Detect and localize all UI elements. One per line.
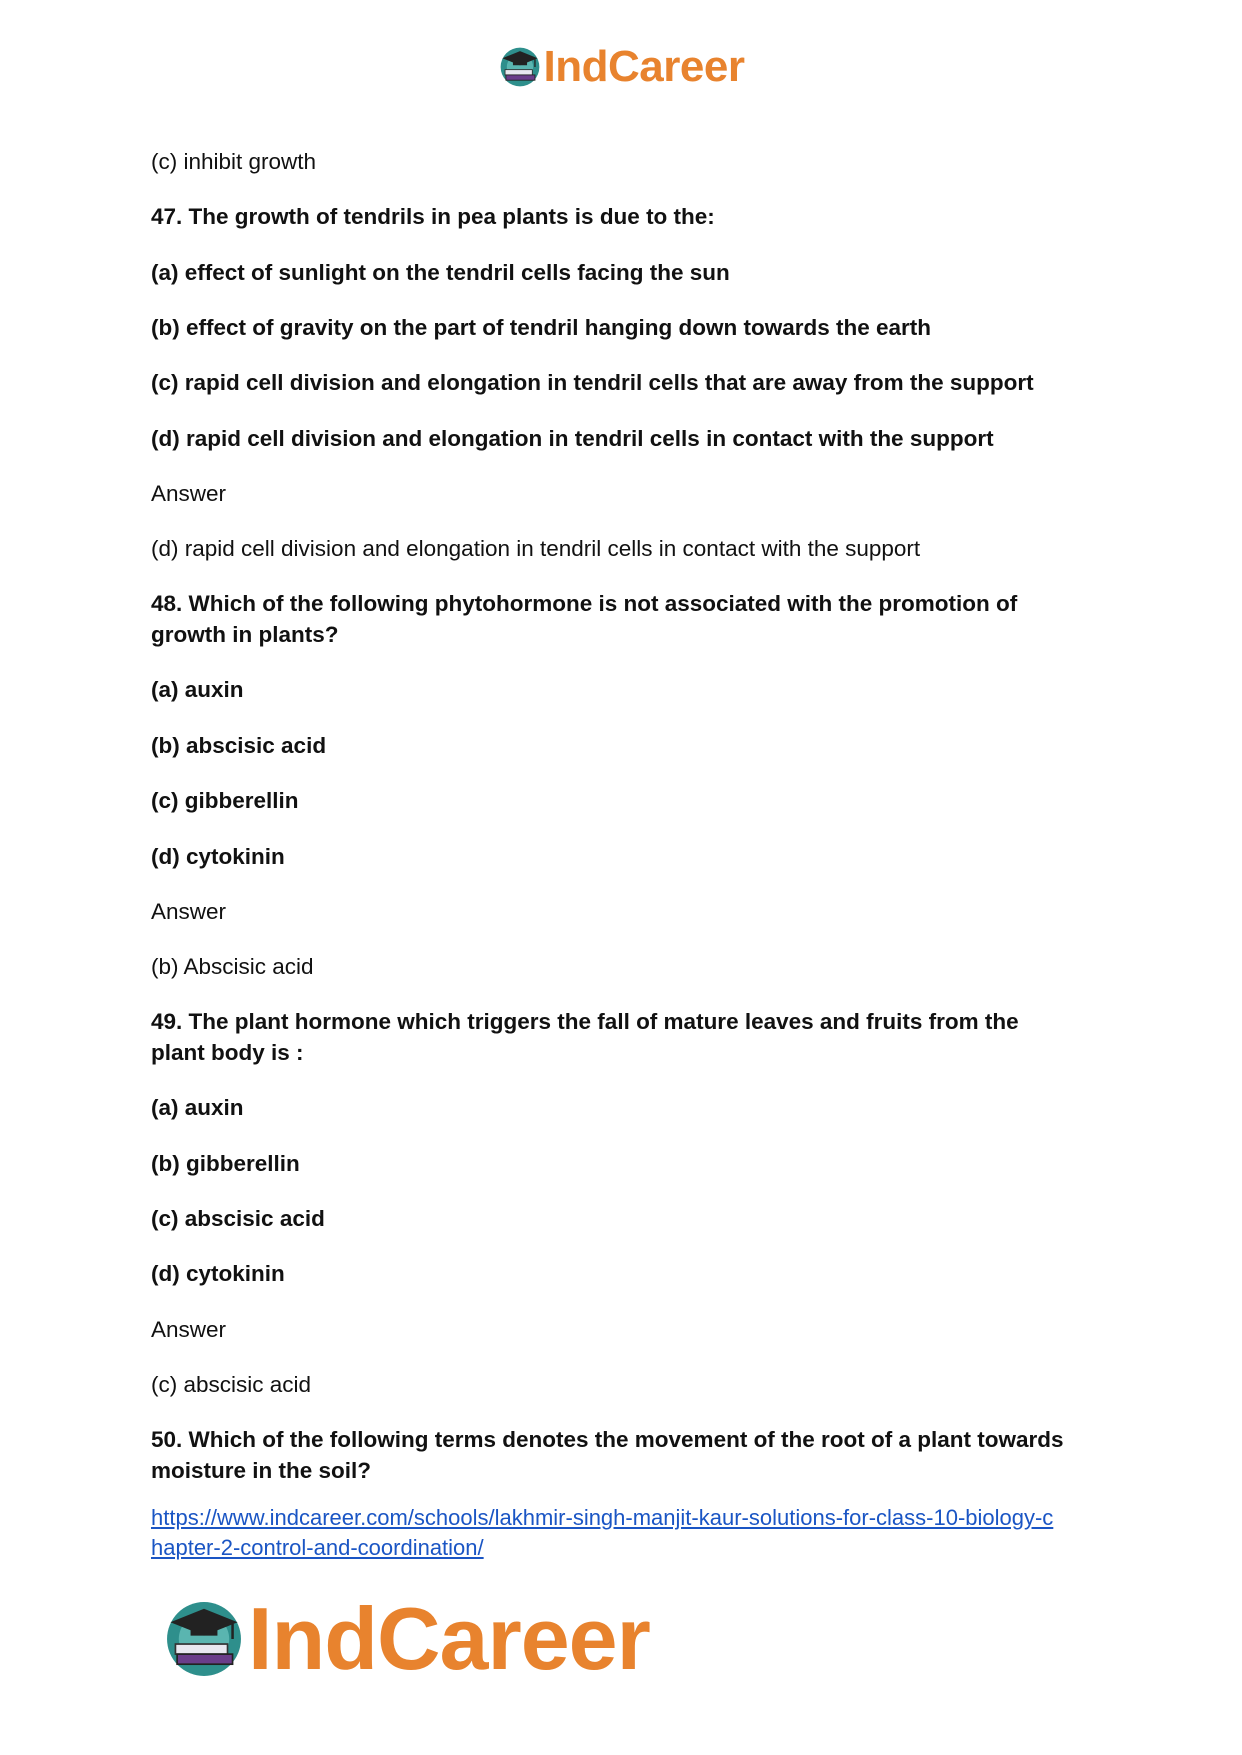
option-line: (a) effect of sunlight on the tendril cells facing the sun bbox=[151, 260, 730, 285]
graduation-cap-books-icon bbox=[498, 45, 542, 89]
question-47: 47. The growth of tendrils in pea plants is due to the: bbox=[151, 204, 715, 229]
option-line: (c) gibberellin bbox=[151, 788, 299, 813]
answer-label: Answer bbox=[151, 899, 227, 924]
source-link-line-2[interactable]: hapter-2-control-and-coordination/ bbox=[151, 1535, 484, 1560]
option-line: (a) auxin bbox=[151, 677, 244, 702]
graduation-cap-books-icon bbox=[162, 1597, 246, 1681]
answer-text: (b) Abscisic acid bbox=[151, 954, 314, 979]
source-link[interactable] bbox=[151, 1503, 1111, 1563]
option-line: (c) abscisic acid bbox=[151, 1206, 325, 1231]
question-50-cont: moisture in the soil? bbox=[151, 1458, 372, 1483]
header-logo bbox=[0, 40, 1242, 94]
footer-logo bbox=[162, 1588, 650, 1690]
answer-label: Answer bbox=[151, 1317, 227, 1342]
option-line: (b) abscisic acid bbox=[151, 733, 327, 758]
answer-text: (c) abscisic acid bbox=[151, 1372, 312, 1397]
option-line: (c) rapid cell division and elongation in tendril cells that are away from the support bbox=[151, 370, 1034, 395]
answer-text: (d) rapid cell division and elongation in tendril cells in contact with the support bbox=[151, 536, 921, 561]
document-content bbox=[151, 146, 1111, 1563]
source-link-line-1[interactable]: https://www.indcareer.com/schools/lakhmir-singh-manjit-kaur-solutions-for-class-10-biology-c bbox=[151, 1505, 1054, 1530]
logo-text: IndCareer bbox=[248, 1589, 650, 1688]
logo-text: IndCareer bbox=[543, 42, 745, 91]
text-line: (c) inhibit growth bbox=[151, 149, 317, 174]
question-48: 48. Which of the following phytohormone is not associated with the promotion of bbox=[151, 591, 1018, 616]
answer-label: Answer bbox=[151, 481, 227, 506]
option-line: (b) gibberellin bbox=[151, 1151, 300, 1176]
indcareer-logo bbox=[498, 42, 745, 92]
option-line: (b) effect of gravity on the part of tendril hanging down towards the earth bbox=[151, 315, 932, 340]
option-line: (d) cytokinin bbox=[151, 844, 285, 869]
question-49-cont: plant body is : bbox=[151, 1040, 304, 1065]
question-49: 49. The plant hormone which triggers the fall of mature leaves and fruits from the bbox=[151, 1009, 1019, 1034]
question-48-cont: growth in plants? bbox=[151, 622, 339, 647]
option-line: (a) auxin bbox=[151, 1095, 244, 1120]
option-line: (d) cytokinin bbox=[151, 1261, 285, 1286]
option-line: (d) rapid cell division and elongation in tendril cells in contact with the support bbox=[151, 426, 994, 451]
question-50: 50. Which of the following terms denotes the movement of the root of a plant towards bbox=[151, 1427, 1064, 1452]
